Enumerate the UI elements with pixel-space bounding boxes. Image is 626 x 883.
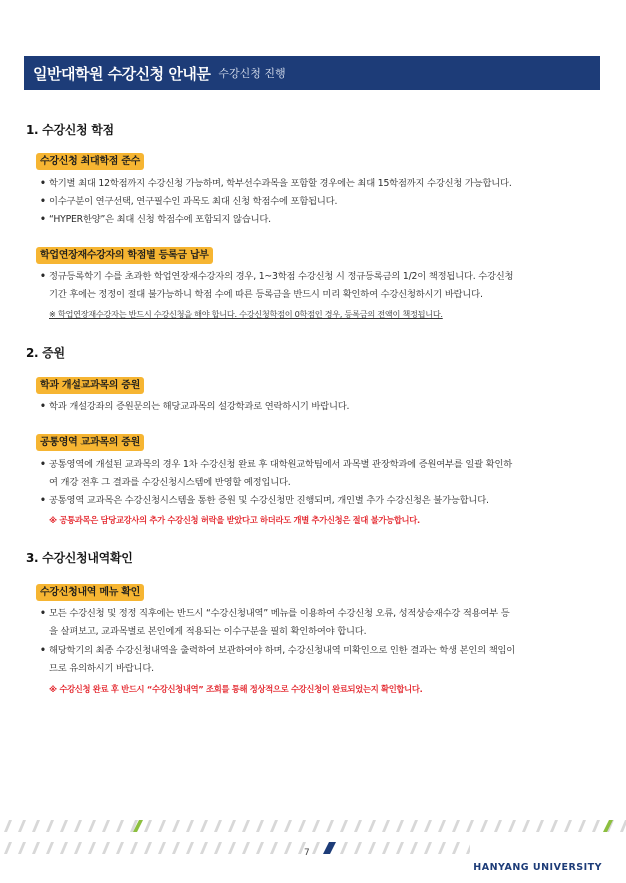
subsection-heading: 수강신청 최대학점 준수 bbox=[36, 153, 144, 170]
bullet-item: • 학과 개설강좌의 증원문의는 해당교과목의 설강학과로 연락하시기 바랍니다. bbox=[40, 401, 350, 412]
bullet-item: • 학기별 최대 12학점까지 수강신청 가능하며, 학부선수과목을 포함할 경우에는 최대 15학점까지 수강신청 가능합니다. bbox=[40, 178, 512, 189]
footer-stripe-top bbox=[0, 820, 626, 832]
bullet-continuation: 여 개강 전후 그 결과를 수강신청시스템에 반영할 예정입니다. bbox=[49, 477, 291, 488]
section-title: 3. 수강신청내역확인 bbox=[26, 551, 133, 565]
bullet-item: • 정규등록학기 수를 초과한 학업연장재수강자의 경우, 1~3학점 수강신청 시 정규등록금의 1/2이 책정됩니다. 수강신청 bbox=[40, 271, 514, 282]
subsection-heading: 학과 개설교과목의 증원 bbox=[36, 377, 144, 394]
warning-note: ※ 공통과목은 담당교강사의 추가 수강신청 허락을 받았다고 하더라도 개별 추가신청은 절대 불가능합니다. bbox=[49, 515, 420, 525]
bullet-item: • 공통영역 교과목은 수강신청시스템을 통한 증원 및 수강신청만 진행되며, 개인별 추가 수강신청은 불가능합니다. bbox=[40, 495, 489, 506]
bullet-continuation: 을 살펴보고, 교과목별로 본인에게 적용되는 이수구분을 필히 확인하여야 합니다. bbox=[49, 626, 367, 637]
bullet-item: • 이수구분이 연구선택, 연구필수인 과목도 최대 신청 학점수에 포함됩니다. bbox=[40, 196, 338, 207]
footer-stripe-bottom bbox=[0, 842, 626, 854]
document-subtitle: 수강신청 진행 bbox=[218, 67, 286, 80]
section-title: 1. 수강신청 학점 bbox=[26, 123, 114, 137]
bullet-continuation: 기간 후에는 정정이 절대 불가능하니 학점 수에 따른 등록금을 반드시 미리 확인하여 수강신청하시기 바랍니다. bbox=[49, 289, 483, 300]
footnote: ※ 학업연장재수강자는 반드시 수강신청을 해야 합니다. 수강신청학점이 0학점인 경우, 등록금의 전액이 책정됩니다. bbox=[49, 309, 443, 319]
document-title: 일반대학원 수강신청 안내문 bbox=[33, 64, 211, 83]
bullet-item: • “HYPER한양”은 최대 신청 학점수에 포함되지 않습니다. bbox=[40, 214, 271, 225]
university-logo-text: HANYANG UNIVERSITY bbox=[473, 862, 602, 873]
bullet-item: • 해당학기의 최종 수강신청내역을 출력하여 보관하여야 하며, 수강신청내역 미확인으로 인한 결과는 학생 본인의 책임이 bbox=[40, 645, 516, 656]
subsection-heading: 학업연장재수강자의 학점별 등록금 납부 bbox=[36, 247, 213, 264]
bullet-item: • 모든 수강신청 및 정정 직후에는 반드시 “수강신청내역” 메뉴를 이용하여 수강신청 오류, 성적상승재수강 적용여부 등 bbox=[40, 608, 510, 619]
subsection-heading: 수강신청내역 메뉴 확인 bbox=[36, 584, 144, 601]
bullet-item: • 공통영역에 개설된 교과목의 경우 1차 수강신청 완료 후 대학원교학팀에서 과목별 관장학과에 증원여부를 일괄 확인하 bbox=[40, 459, 513, 470]
warning-note: ※ 수강신청 완료 후 반드시 “수강신청내역” 조회를 통해 정상적으로 수강신청이 완료되었는지 확인합니다. bbox=[49, 684, 423, 694]
page-number: 7 bbox=[304, 848, 310, 858]
title-banner bbox=[24, 56, 600, 90]
section-title: 2. 증원 bbox=[26, 346, 65, 360]
subsection-heading: 공통영역 교과목의 증원 bbox=[36, 434, 144, 451]
bullet-continuation: 므로 유의하시기 바랍니다. bbox=[49, 663, 154, 674]
